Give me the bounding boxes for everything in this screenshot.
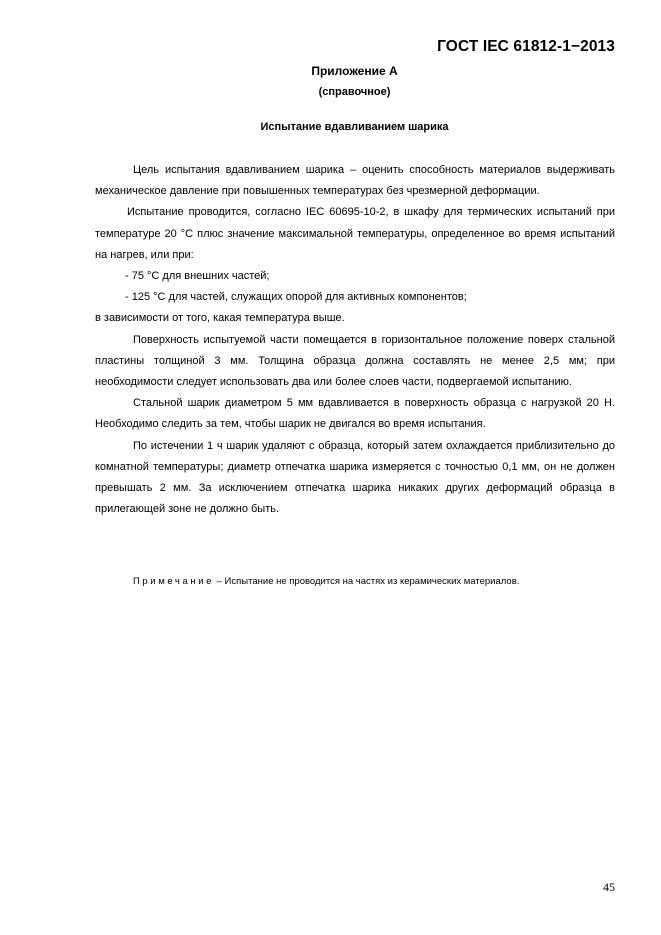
paragraph-ball: Стальной шарик диаметром 5 мм вдавливается в поверхность образца с нагрузкой 20 Н. Необходимо следить за тем, чтобы шарик не двигался во время испытания.: [95, 397, 615, 431]
note-text: – Испытание не проводится на частях из керамических материалов.: [214, 576, 520, 587]
body-text: [95, 160, 615, 520]
list-item: - 75 °С для внешних частей;: [125, 270, 270, 283]
paragraph-surface: Поверхность испытуемой части помещается в горизонтальное положение поверх стальной пластины толщиной 3 мм. Толщина образца должна составлять не менее 2,5 мм; при необходимости следует использовать два или более слоев части, подвергаемой испытанию.: [95, 333, 615, 389]
appendix-title: Приложение А: [311, 64, 398, 78]
page-number: 45: [603, 880, 615, 894]
document-code: ГОСТ IEC 61812-1−2013: [437, 38, 615, 55]
paragraph-procedure: Испытание проводится, согласно IEC 60695-10-2, в шкафу для термических испытаний при температуре 20 °С плюс значение максимальной температуры, определенное во время испытаний на нагрев, или при:: [95, 206, 615, 261]
section-title: Испытание вдавливанием шарика: [260, 121, 449, 133]
note-label: Примечание: [133, 576, 214, 587]
note: [133, 576, 519, 587]
list-item: - 125 °С для частей, служащих опорой для активных компонентов;: [125, 291, 467, 304]
paragraph-result: По истечении 1 ч шарик удаляют с образца, который затем охлаждается приблизительно до комнатной температуры; диаметр отпечатка шарика измеряется с точностью 0,1 мм, он не должен превышать 2 мм. За исключением отпечатка шарика никаких других деформаций образца в прилегающей зоне не должно быть.: [95, 439, 615, 516]
appendix-status: (справочное): [318, 86, 391, 98]
paragraph-condition: в зависимости от того, какая температура выше.: [95, 312, 345, 325]
paragraph-purpose: Цель испытания вдавливанием шарика – оценить способность материалов выдерживать механическое давление при повышенных температурах без чрезмерной деформации.: [95, 164, 615, 198]
